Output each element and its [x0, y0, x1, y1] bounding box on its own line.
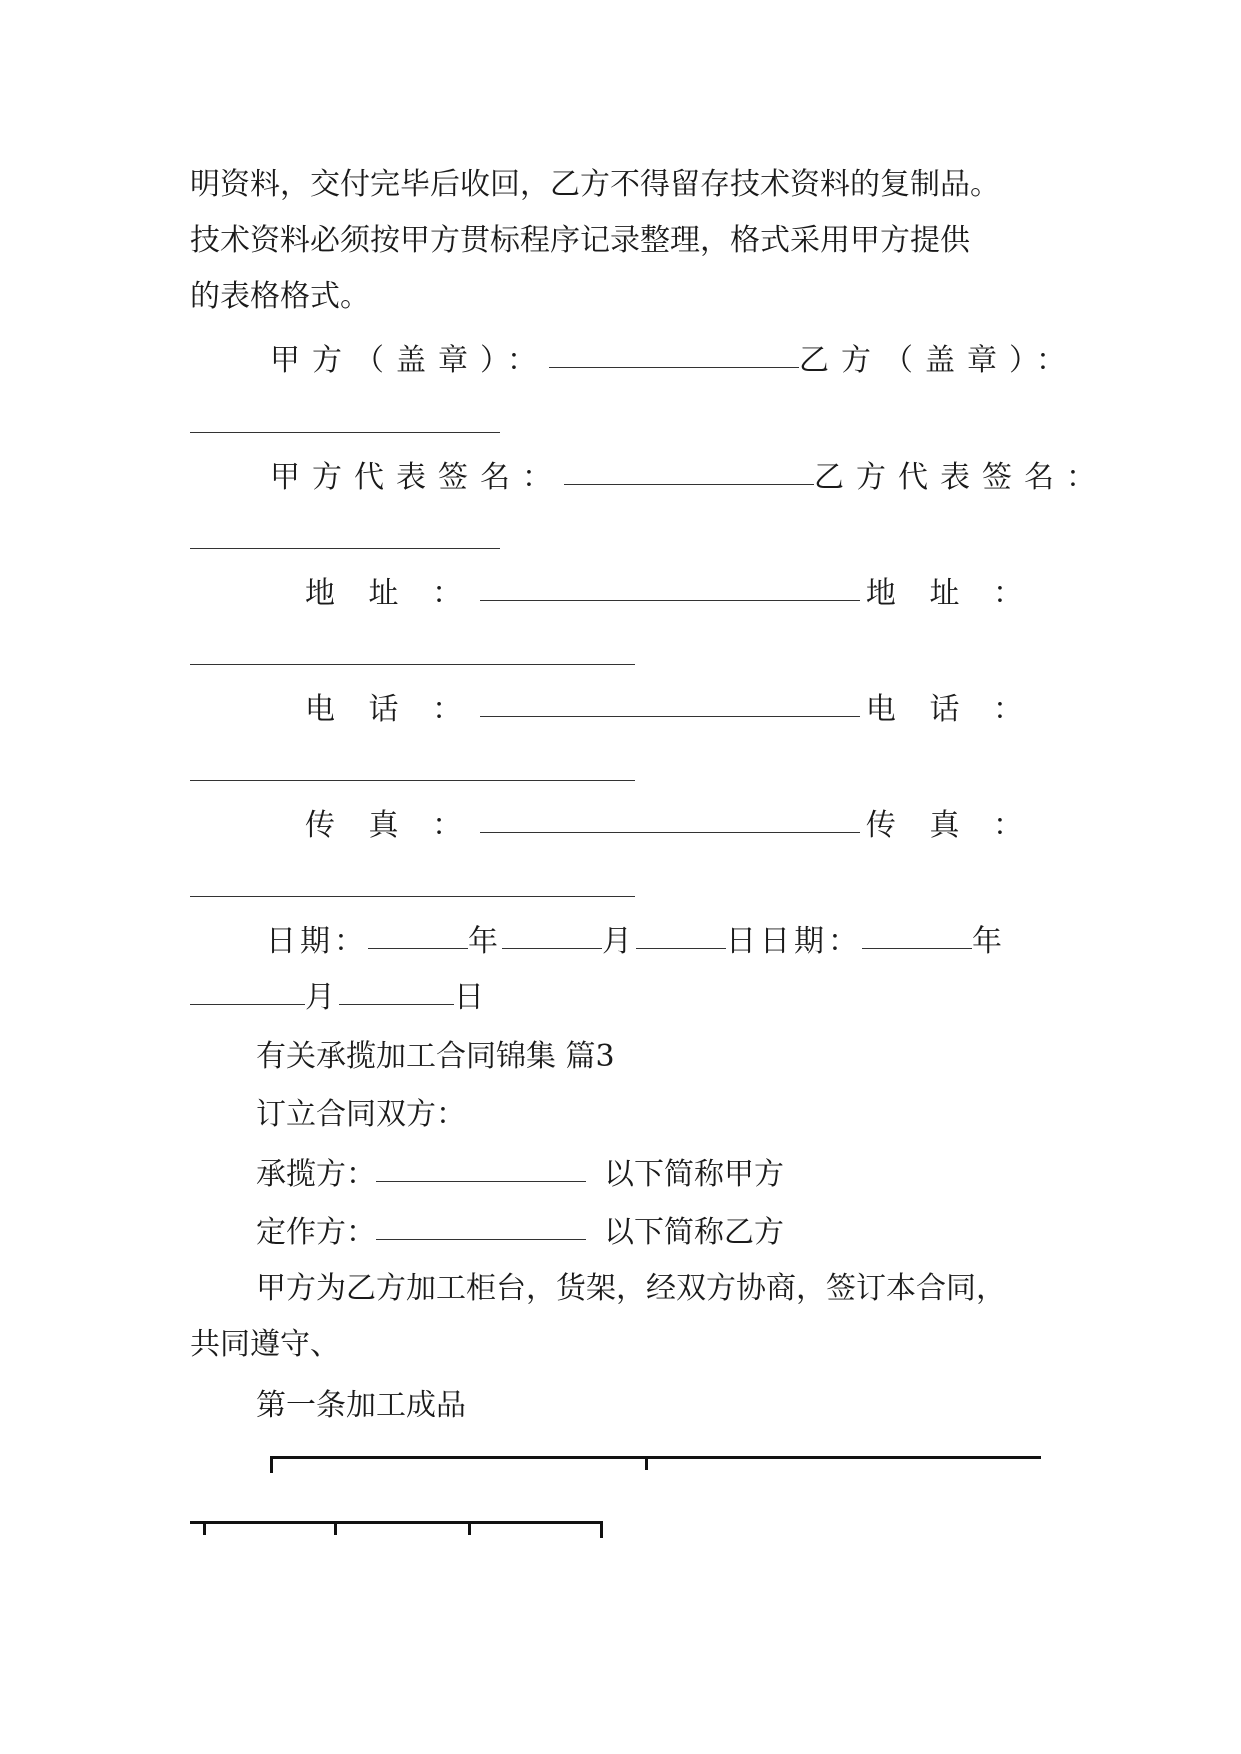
date-row: [266, 920, 1060, 962]
parties-intro: 订立合同双方：: [256, 1097, 466, 1132]
party-a-year-label: 年: [468, 924, 502, 959]
party-b-year-blank: [862, 918, 972, 949]
purpose-line-1: 甲方为乙方加工柜台，货架，经双方协商，签订本合同，: [256, 1271, 1006, 1306]
article-1-heading: 第一条加工成品: [256, 1388, 466, 1423]
party-b-address-label: 地 址 ：: [865, 576, 1035, 611]
party-a-rep-blank: [564, 454, 814, 485]
party-a-day-blank: [636, 918, 726, 949]
party-a-date-label: 日期：: [266, 924, 368, 959]
party-b-year-label: 年: [972, 924, 1006, 959]
party-b-day-label: 日: [454, 980, 488, 1015]
party-b-fax-label: 传 真 ：: [865, 808, 1035, 843]
party-a-day-label: 日: [726, 924, 760, 959]
party-b-month-label: 月: [305, 980, 339, 1015]
orderer-blank: [376, 1209, 586, 1240]
party-b-seal-label: 乙方（盖章）：: [799, 343, 1078, 378]
contractor-row: [256, 1153, 1126, 1195]
fax-row: [305, 804, 1035, 846]
party-b-rep-blank: [190, 518, 500, 549]
party-b-phone-label: 电 话 ：: [865, 692, 1035, 727]
party-a-phone-label: 电 话 ：: [305, 692, 475, 727]
party-b-rep-label: 乙方代表签名：: [814, 460, 1108, 495]
contractor-blank: [376, 1151, 586, 1182]
table-second-border: [190, 1521, 603, 1538]
party-a-fax-blank: [480, 802, 860, 833]
paragraph-line-1: 明资料，交付完毕后收回，乙方不得留存技术资料的复制品。: [190, 167, 1000, 202]
party-a-month-label: 月: [602, 924, 636, 959]
table-divider-2: [334, 1521, 337, 1535]
party-a-address-blank: [480, 570, 860, 601]
orderer-suffix: 以下简称乙方: [604, 1215, 784, 1250]
party-a-fax-label: 传 真 ：: [305, 808, 475, 843]
table-divider-1: [203, 1521, 206, 1535]
party-a-seal-blank: [549, 337, 799, 368]
paragraph-line-2: 技术资料必须按甲方贯标程序记录整理，格式采用甲方提供: [190, 223, 970, 258]
section-heading: 有关承揽加工合同锦集 篇3: [256, 1039, 615, 1074]
party-a-address-label: 地 址 ：: [305, 576, 475, 611]
party-a-phone-blank: [480, 686, 860, 717]
representative-row: [270, 456, 1108, 498]
party-b-date-label: 日期：: [760, 924, 862, 959]
party-a-year-blank: [368, 918, 468, 949]
party-a-seal-label: 甲方（盖章）：: [270, 343, 549, 378]
contractor-suffix: 以下简称甲方: [604, 1157, 784, 1192]
party-a-month-blank: [502, 918, 602, 949]
contractor-label: 承揽方：: [256, 1157, 376, 1192]
paragraph-line-3: 的表格格式。: [190, 279, 370, 314]
party-b-fax-blank: [190, 866, 635, 897]
seal-row: [270, 339, 1078, 381]
party-b-month-blank: [190, 974, 305, 1005]
table-top-divider: [645, 1456, 648, 1470]
address-row: [305, 572, 1035, 614]
phone-row: [305, 688, 1035, 730]
table-top-border: [270, 1456, 1041, 1473]
purpose-line-2: 共同遵守、: [190, 1327, 340, 1362]
party-b-phone-blank: [190, 750, 635, 781]
date-row-continued: [190, 976, 1060, 1018]
party-b-seal-blank: [190, 402, 500, 433]
table-divider-3: [468, 1521, 471, 1535]
party-b-address-blank: [190, 634, 635, 665]
orderer-row: [256, 1211, 1126, 1253]
party-a-rep-label: 甲方代表签名：: [270, 460, 564, 495]
orderer-label: 定作方：: [256, 1215, 376, 1250]
party-b-day-blank: [339, 974, 454, 1005]
